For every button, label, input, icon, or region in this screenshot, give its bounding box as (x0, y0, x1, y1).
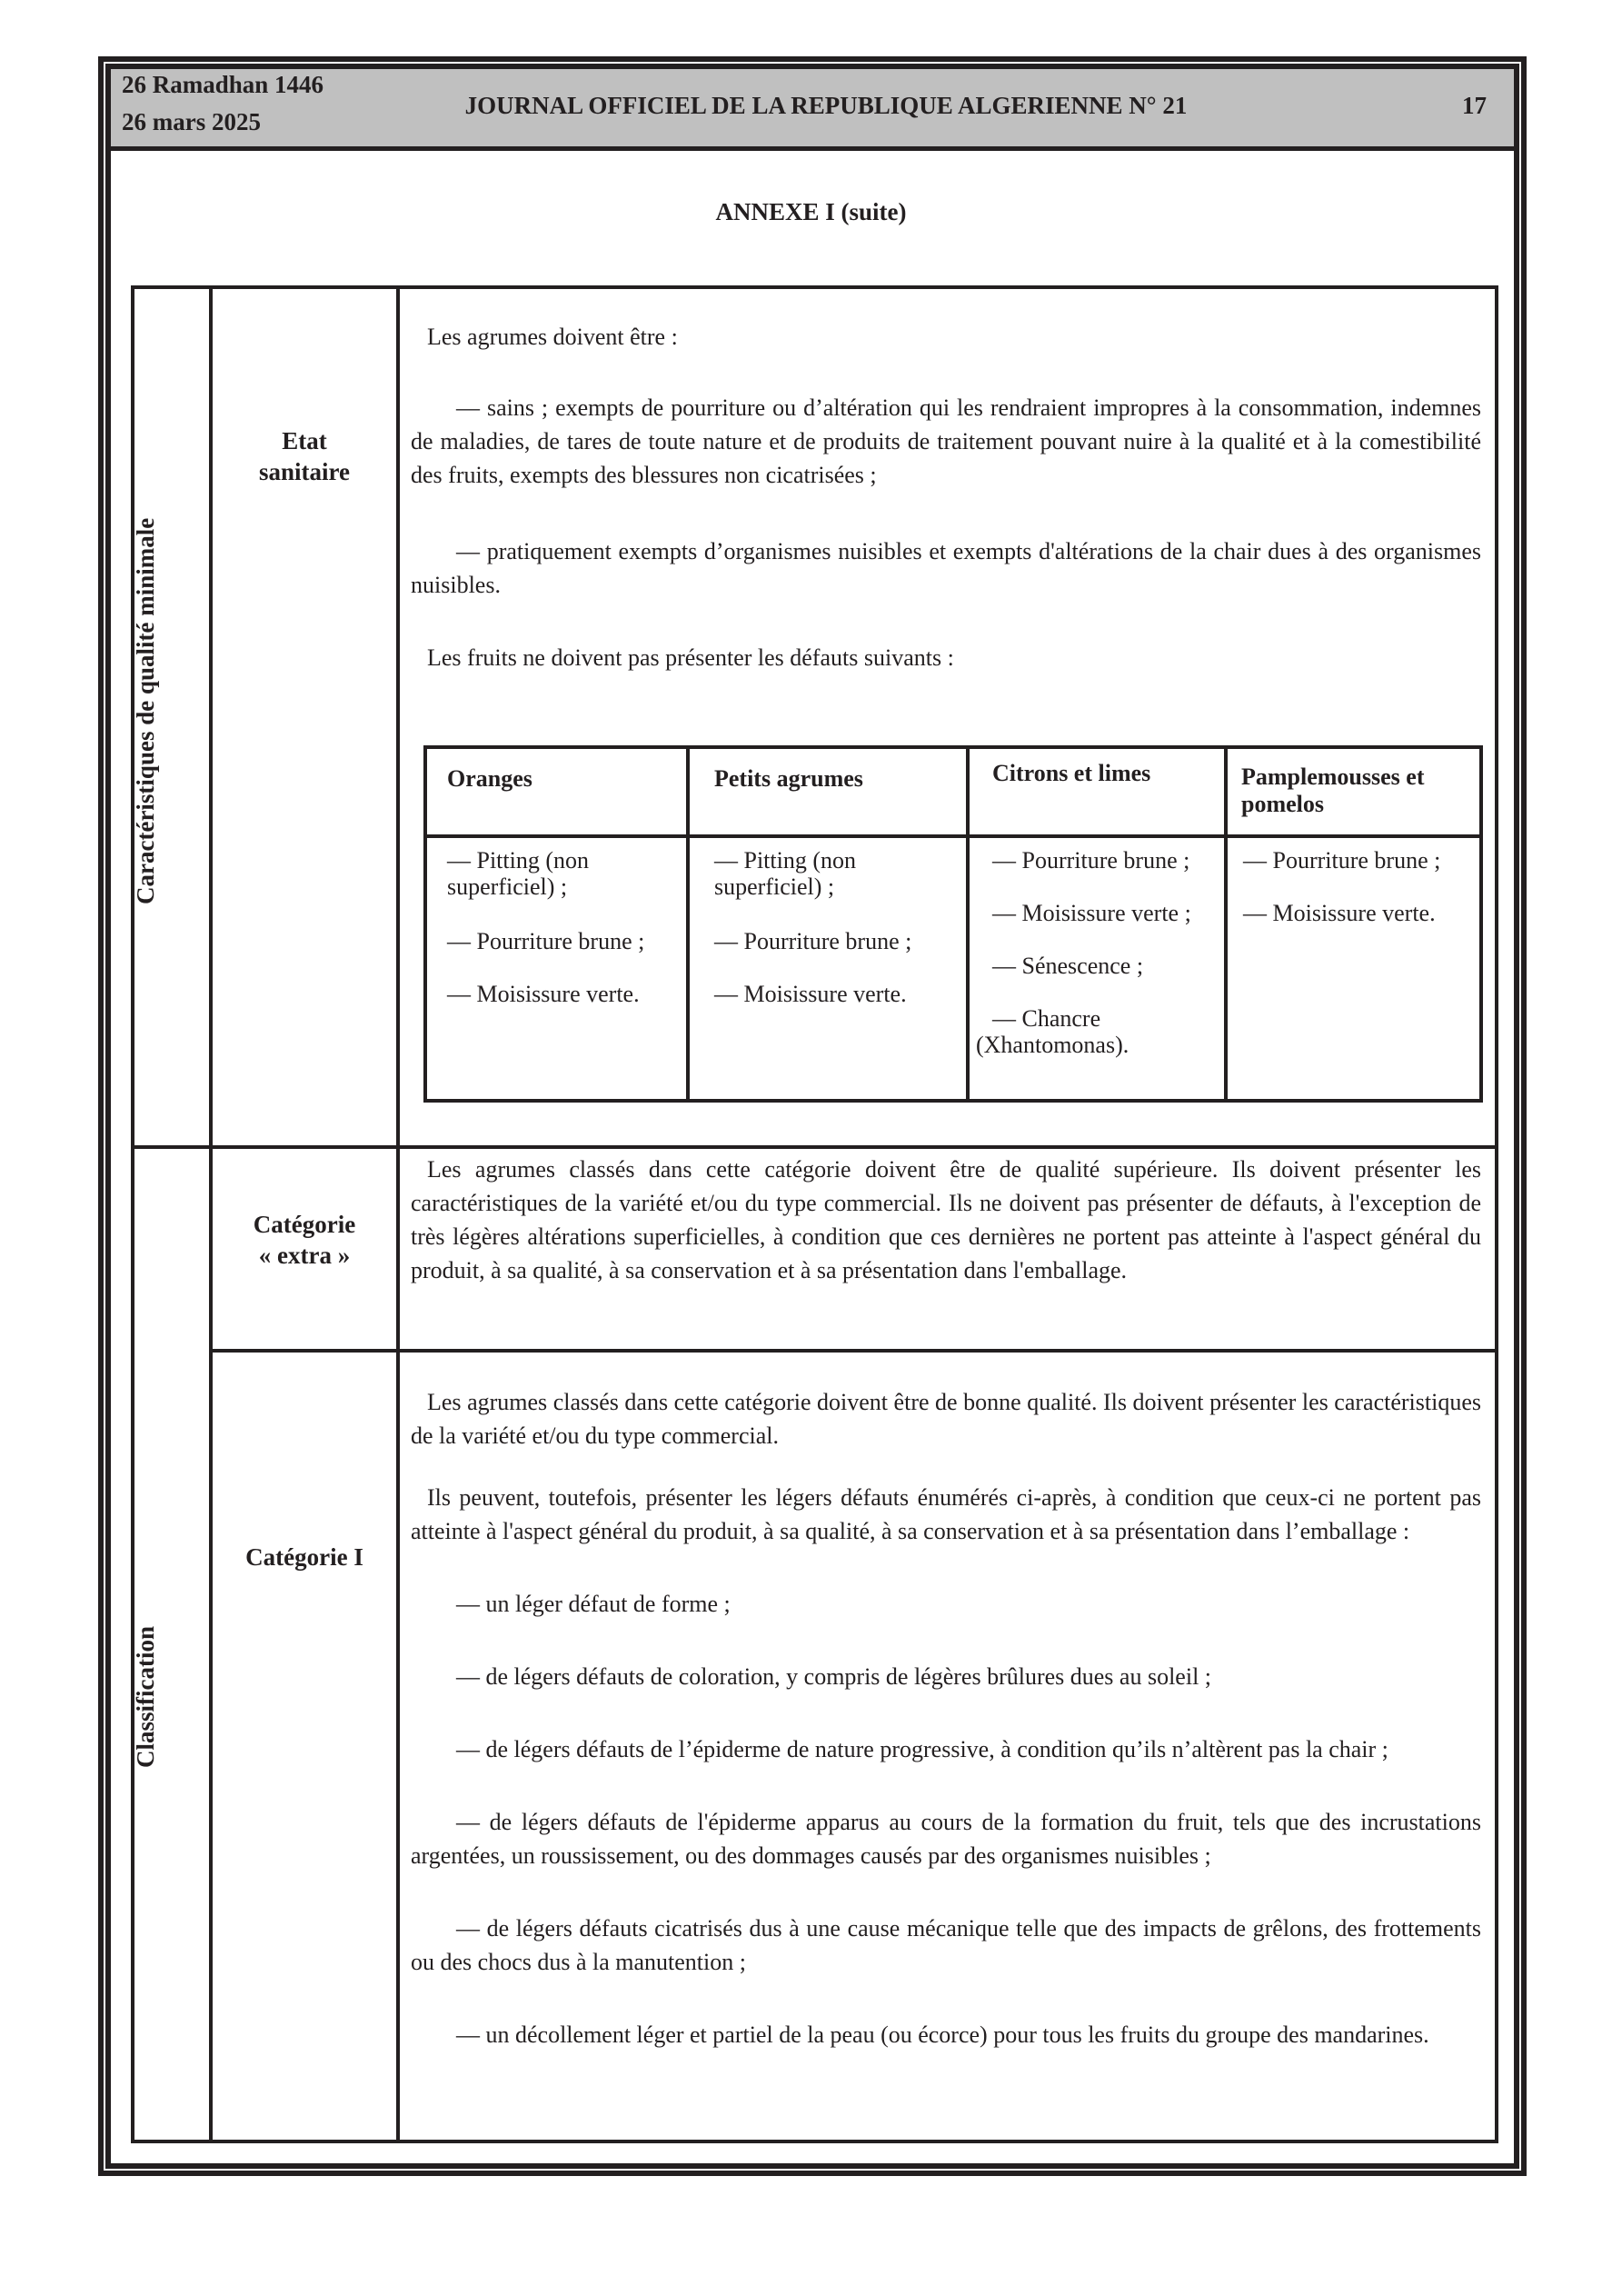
journal-header (111, 69, 1514, 151)
defects-header-pamplemousses: Pamplemousses et pomelos (1241, 764, 1425, 817)
defects-list-oranges (447, 847, 679, 1033)
tolerated-defect-item: — un léger défaut de forme ; (456, 1591, 731, 1617)
defect-item: — Sénescence ; (992, 953, 1144, 979)
row-label-line: Catégorie (253, 1211, 356, 1238)
defects-list-citrons (976, 847, 1221, 1084)
defects-list-petits-agrumes (714, 847, 960, 1033)
defect-item: — Moisissure verte. (1243, 900, 1436, 926)
group-label-classification: Classification (132, 1626, 159, 1769)
row-label-categorie-extra (213, 1209, 396, 1271)
defect-item: — Moisissure verte. (714, 981, 907, 1007)
intro-line: Les agrumes doivent être : (427, 324, 678, 350)
requirement-item: — sains ; exempts de pourriture ou d’altération qui les rendraient impropres à la consommation, indemnes de maladies, de tares de toute nature et de produits de traitement pouvant nuire à la qualité et à la comestibilité des fruits, exempts des blessures non cicatrisées ; (411, 394, 1481, 488)
row-divider-sections (131, 1145, 1498, 1149)
row-label-etat-sanitaire (213, 425, 396, 487)
categorie-extra-paragraph: Les agrumes classés dans cette catégorie doivent être de qualité supérieure. Ils doivent présenter les caractéristiques de la variété et/ou du type commercial. Ils ne doivent pas présenter de défauts, à l'exception de très légères altérations superficielles, à condition que ces dernières ne portent pas atteinte à l'aspect général du produit, à sa qualité, à sa conservation et à sa présentation dans l'emballage. (411, 1156, 1481, 1283)
tolerated-defect-item: — de légers défauts de l'épiderme apparus au cours de la formation du fruit, tels que des incrustations argentées, un roussissement, ou des dommages causés par des organismes nuisibles ; (411, 1809, 1481, 1869)
defect-item: — Pitting (non superficiel) ; (447, 847, 590, 900)
tolerated-defect-item: — un décollement léger et partiel de la peau (ou écorce) pour tous les fruits du groupe des mandarines. (456, 2021, 1429, 2048)
categorie-extra-text (411, 1153, 1481, 1287)
row-label-line: sanitaire (259, 458, 350, 485)
row-label-line: Etat (282, 427, 327, 454)
defects-header-petits-agrumes: Petits agrumes (714, 765, 863, 792)
defects-column-divider (1224, 745, 1228, 1103)
hijri-date: 26 Ramadhan 1446 (122, 71, 324, 98)
annexe-title: ANNEXE I (suite) (715, 198, 907, 225)
defects-header-oranges: Oranges (447, 765, 532, 792)
defects-column-divider (966, 745, 970, 1103)
defects-table-header-divider (423, 834, 1483, 838)
defect-item: — Chancre (Xhantomonas). (976, 1005, 1129, 1058)
row-divider-categories (209, 1349, 1498, 1353)
defects-header-citrons: Citrons et limes (992, 760, 1151, 786)
defect-item: — Pourriture brune ; (447, 928, 645, 954)
tolerated-defect-item: — de légers défauts cicatrisés dus à une cause mécanique telle que des impacts de grêlons, des frottements ou des chocs dus à la manutention ; (411, 1915, 1481, 1975)
categorie-1-paragraph: Ils peuvent, toutefois, présenter les légers défauts énumérés ci-après, à condition que ceux-ci ne portent pas atteinte à l'aspect général du produit, à sa qualité, à sa conservation et à sa présentation dans l’emballage : (411, 1484, 1481, 1544)
row-label-categorie-1: Catégorie I (245, 1543, 363, 1571)
requirement-item: — pratiquement exempts d’organismes nuisibles et exempts d'altérations de la chair dues à des organismes nuisibles. (411, 538, 1481, 598)
column-divider-2 (396, 285, 400, 2143)
etat-sanitaire-text (411, 320, 1481, 674)
defect-item: — Pitting (non superficiel) ; (714, 847, 857, 900)
defect-item: — Moisissure verte ; (992, 900, 1191, 926)
tolerated-defect-item: — de légers défauts de l’épiderme de nature progressive, à condition qu’ils n’altèrent pas la chair ; (456, 1736, 1388, 1762)
defect-item: — Pourriture brune ; (992, 847, 1190, 873)
defects-column-divider (686, 745, 690, 1103)
tolerated-defect-item: — de légers défauts de coloration, y compris de légères brûlures dues au soleil ; (456, 1663, 1212, 1690)
gregorian-date: 26 mars 2025 (122, 108, 261, 135)
defect-item: — Moisissure verte. (447, 981, 640, 1007)
categorie-1-paragraph: Les agrumes classés dans cette catégorie doivent être de bonne qualité. Ils doivent présenter les caractéristiques de la variété et/ou du type commercial. (411, 1389, 1481, 1449)
page-number: 17 (1462, 92, 1487, 119)
journal-title: JOURNAL OFFICIEL DE LA REPUBLIQUE ALGERIENNE N° 21 (464, 92, 1188, 119)
defect-item: — Pourriture brune ; (714, 928, 912, 954)
group-label-min-quality: Caractéristiques de qualité minimale (132, 517, 159, 904)
row-label-line: « extra » (258, 1242, 351, 1269)
defect-item: — Pourriture brune ; (1243, 847, 1441, 873)
categorie-1-text (411, 1385, 1481, 2051)
defects-intro: Les fruits ne doivent pas présenter les défauts suivants : (427, 644, 954, 671)
defects-list-pamplemousses (1243, 847, 1481, 953)
